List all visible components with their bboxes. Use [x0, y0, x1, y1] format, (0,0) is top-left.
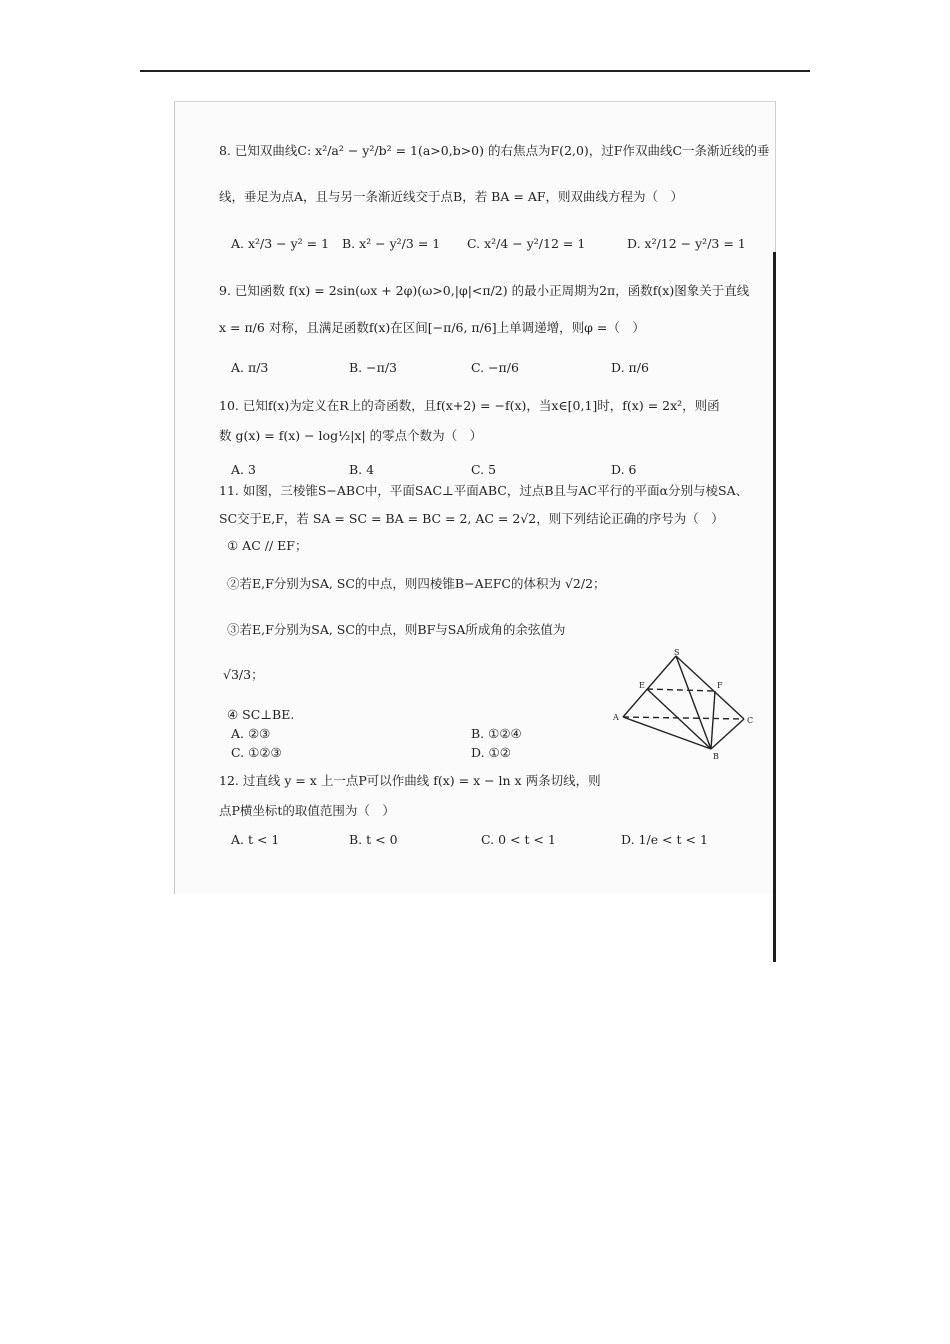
q9-option-a: A. π/3	[231, 360, 269, 375]
q10-option-a: A. 3	[231, 462, 256, 477]
q8-line2: 线，垂足为点A，且与另一条渐近线交于点B，若 BA = AF，则双曲线方程为（ ）	[219, 189, 684, 204]
q8-option-b: B. x² − y²/3 = 1	[342, 236, 441, 251]
q11-line1: 11. 如图，三棱锥S−ABC中，平面SAC⊥平面ABC，过点B且与AC平行的平面α分别与棱SA、	[219, 483, 749, 498]
segment-ac	[623, 717, 744, 719]
segment-fb	[711, 691, 715, 749]
q12-line1: 12. 过直线 y = x 上一点P可以作曲线 f(x) = x − ln x 两条切线，则	[219, 773, 601, 788]
q11-option-b: B. ①②④	[471, 726, 522, 741]
edge-sc	[676, 656, 744, 719]
label-c: C	[747, 716, 754, 725]
pyramid-figure	[611, 648, 761, 760]
q9-line1: 9. 已知函数 f(x) = 2sin(ωx + 2φ)(ω>0,|φ|<π/2) 的最小正周期为2π，函数f(x)图象关于直线	[219, 283, 750, 298]
scanned-page	[174, 101, 776, 894]
q11-statement-3: ③若E,F分别为SA, SC的中点，则BF与SA所成角的余弦值为	[227, 622, 566, 637]
segment-eb	[647, 689, 711, 749]
q12-option-a: A. t < 1	[231, 832, 280, 847]
q10-line2: 数 g(x) = f(x) − log½|x| 的零点个数为（ ）	[219, 428, 483, 443]
q11-statement-2: ②若E,F分别为SA, SC的中点，则四棱锥B−AEFC的体积为 √2/2；	[227, 576, 606, 591]
q10-option-d: D. 6	[611, 462, 637, 477]
q9-option-c: C. −π/6	[471, 360, 519, 375]
q11-statement-3-value: √3/3；	[223, 667, 264, 682]
q9-option-d: D. π/6	[611, 360, 649, 375]
q12-option-d: D. 1/e < t < 1	[621, 832, 708, 847]
q8-option-a: A. x²/3 − y² = 1	[231, 236, 330, 251]
edge-sb	[676, 656, 711, 749]
q12-line2: 点P横坐标t的取值范围为（ ）	[219, 803, 395, 818]
q11-option-c: C. ①②③	[231, 745, 282, 760]
edge-cb	[711, 719, 744, 749]
q11-statement-1: ① AC // EF；	[227, 538, 308, 553]
q12-option-b: B. t < 0	[349, 832, 398, 847]
q10-line1: 10. 已知f(x)为定义在R上的奇函数，且f(x+2) = −f(x)，当x∈[0,1]时，f(x) = 2x²，则函	[219, 398, 720, 413]
q9-option-b: B. −π/3	[349, 360, 397, 375]
q8-option-d: D. x²/12 − y²/3 = 1	[627, 236, 746, 251]
q11-option-d: D. ①②	[471, 745, 511, 760]
label-f: F	[717, 681, 723, 690]
q8-line1: 8. 已知双曲线C: x²/a² − y²/b² = 1(a>0,b>0) 的右焦点为F(2,0)，过F作双曲线C一条渐近线的垂	[219, 143, 770, 158]
q11-statement-4: ④ SC⊥BE.	[227, 707, 295, 722]
q10-option-c: C. 5	[471, 462, 497, 477]
segment-ef	[647, 689, 715, 691]
q9-line2: x = π/6 对称，且满足函数f(x)在区间[−π/6, π/6]上单调递增，则φ =（ ）	[219, 320, 645, 335]
q8-option-c: C. x²/4 − y²/12 = 1	[467, 236, 586, 251]
header-rule	[140, 70, 810, 72]
q10-option-b: B. 4	[349, 462, 375, 477]
label-b: B	[713, 752, 719, 760]
label-a: A	[613, 713, 619, 722]
scan-edge	[773, 252, 776, 962]
edge-ab	[623, 717, 711, 749]
label-e: E	[639, 681, 645, 690]
label-s: S	[674, 648, 680, 657]
q11-line2: SC交于E,F，若 SA = SC = BA = BC = 2, AC = 2√2，则下列结论正确的序号为（ ）	[219, 511, 724, 526]
q12-option-c: C. 0 < t < 1	[481, 832, 556, 847]
q11-option-a: A. ②③	[231, 726, 271, 741]
